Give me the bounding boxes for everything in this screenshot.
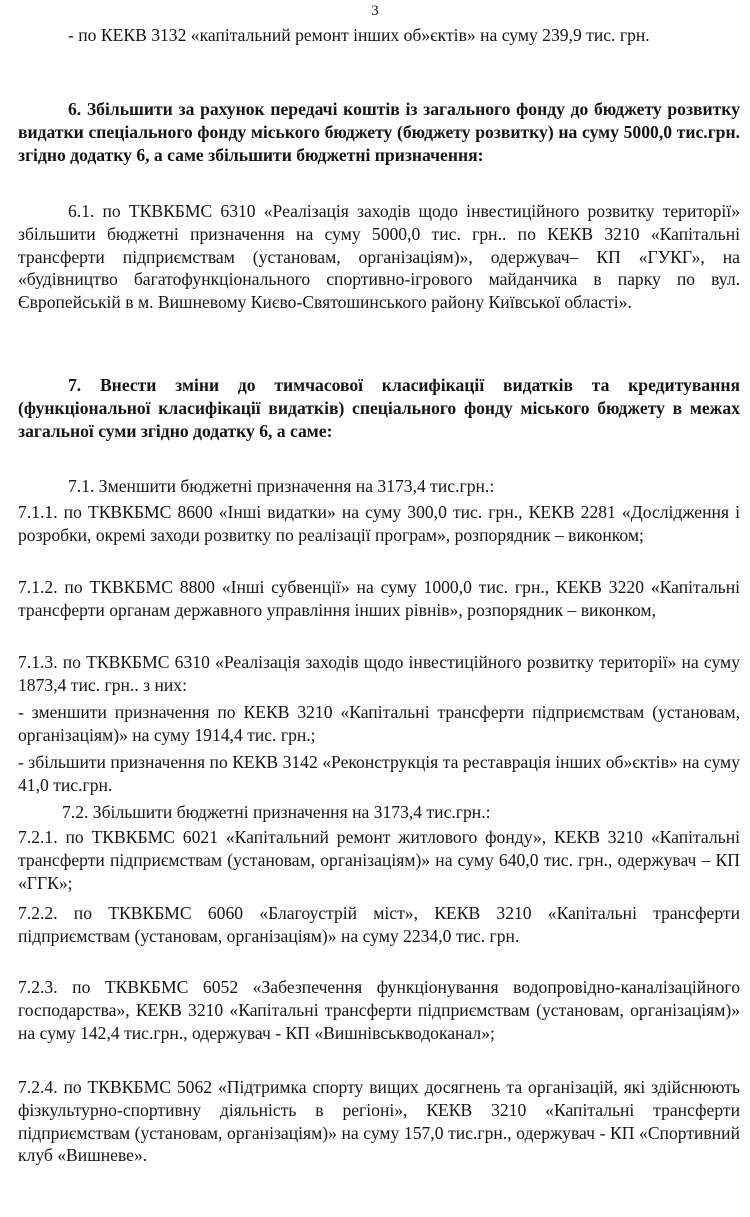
- section-6-heading: 6. Збільшити за рахунок передачі коштів із загального фонду до бюджету розвитку видатки спеціального фонду міського бюджету (бюджету розвитку) на суму 5000,0 тис.грн. згідно додатку 6, а саме збільшити бюджетні призначення:: [18, 99, 740, 165]
- section-7-1-3-b: - збільшити призначення по КЕКВ 3142 «Реконструкція та реставрація інших об»єктів» на суму 41,0 тис.грн.: [18, 752, 740, 795]
- section-7-2-2: 7.2.2. по ТКВКБМС 6060 «Благоустрій міст», КЕКВ 3210 «Капітальні трансферти підприємствам (установам, організаціям)» на суму 2234,0 тис. грн.: [18, 903, 740, 946]
- section-7-1-3-a: - зменшити призначення по КЕКВ 3210 «Капітальні трансферти підприємствам (установам, організаціям)» на суму 1914,4 тис. грн.;: [18, 702, 740, 745]
- section-7-2-1: 7.2.1. по ТКВКБМС 6021 «Капітальний ремонт житлового фонду», КЕКВ 3210 «Капітальні трансферти підприємствам (установам, організаціям)» на суму 640,0 тис. грн., одержувач – КП «ГГК»;: [18, 827, 740, 893]
- section-7-1-2: 7.1.2. по ТКВКБМС 8800 «Інші субвенції» на суму 1000,0 тис. грн., КЕКВ 3220 «Капітальні трансферти органам державного управління інших рівнів», розпорядник – виконком,: [18, 577, 740, 620]
- section-7-2: 7.2. Збільшити бюджетні призначення на 3173,4 тис.грн.:: [62, 802, 491, 822]
- section-7-1: 7.1. Зменшити бюджетні призначення на 3173,4 тис.грн.:: [68, 476, 495, 496]
- intro-item: - по КЕКВ 3132 «капітальний ремонт інших об»єктів» на суму 239,9 тис. грн.: [68, 25, 650, 45]
- section-7-2-4: 7.2.4. по ТКВКБМС 5062 «Підтримка спорту вищих досягнень та організацій, які здійснюють фізкультурно-спортивну діяльність в регіоні», КЕКВ 3210 «Капітальні трансферти підприємствам (установам, організаціям)» на суму 157,0 тис.грн., одержувач - КП «Спортивний клуб «Вишневе».: [18, 1077, 740, 1166]
- section-6-1: 6.1. по ТКВКБМС 6310 «Реалізація заходів щодо інвестиційного розвитку території» збільшити бюджетні призначення на суму 5000,0 тис. грн.. по КЕКВ 3210 «Капітальні трансферти підприємствам (установам, організаціям)», одержувач– КП «ГУКГ», на «будівництво багатофункціонального спортивно-ігрового майданчика в парку по вул. Європейській в м. Вишневому Києво-Святошинського району Київської області».: [18, 201, 740, 313]
- section-7-1-1: 7.1.1. по ТКВКБМС 8600 «Інші видатки» на суму 300,0 тис. грн., КЕКВ 2281 «Дослідження і розробки, окремі заходи розвитку по реалізації програм», розпорядник – виконком;: [18, 502, 740, 545]
- page-number: 3: [371, 3, 379, 19]
- section-7-heading: 7. Внести зміни до тимчасової класифікації видатків та кредитування (функціональної класифікації видатків) спеціального фонду міського бюджету в межах загальної суми згідно додатку 6, а саме:: [18, 375, 740, 441]
- section-7-1-3: 7.1.3. по ТКВКБМС 6310 «Реалізація заходів щодо інвестиційного розвитку території» на суму 1873,4 тис. грн.. з них:: [18, 652, 740, 695]
- section-7-2-3: 7.2.3. по ТКВКБМС 6052 «Забезпечення функціонування водопровідно-каналізаційного господарства», КЕКВ 3210 «Капітальні трансферти підприємствам (установам, організаціям)» на суму 142,4 тис.грн., одержувач - КП «Вишнівськводоканал»;: [18, 977, 740, 1043]
